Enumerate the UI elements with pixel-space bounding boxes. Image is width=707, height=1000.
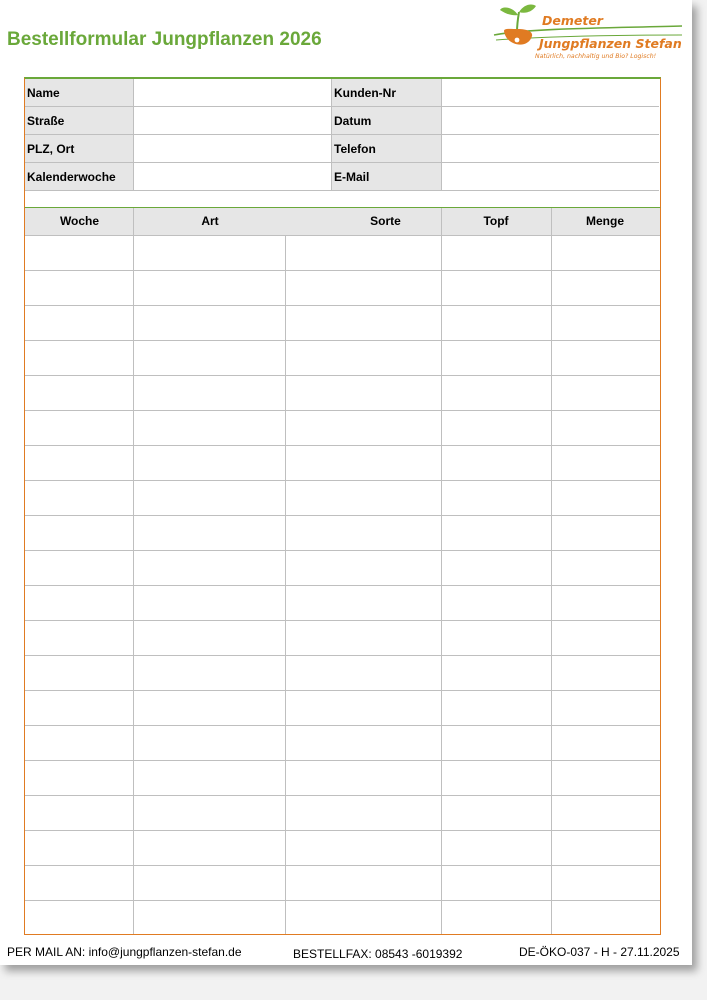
order-row[interactable] bbox=[25, 901, 660, 936]
name-field[interactable] bbox=[134, 79, 332, 107]
order-table-header bbox=[25, 208, 660, 236]
column-header-quantity: Menge bbox=[585, 214, 624, 228]
customer-row bbox=[25, 79, 660, 107]
order-table bbox=[24, 208, 661, 935]
order-row[interactable] bbox=[25, 621, 660, 656]
order-row[interactable] bbox=[25, 271, 660, 306]
order-row[interactable] bbox=[25, 376, 660, 411]
footer-fax: BESTELLFAX: 08543 -6019392 bbox=[293, 947, 463, 961]
street-label: Straße bbox=[25, 107, 134, 135]
column-header-week: Woche bbox=[59, 214, 100, 228]
zip-city-field[interactable] bbox=[134, 135, 332, 163]
order-row[interactable] bbox=[25, 516, 660, 551]
page-title: Bestellformular Jungpflanzen 2026 bbox=[7, 29, 322, 50]
email-label: E-Mail bbox=[332, 163, 442, 191]
email-field[interactable] bbox=[442, 163, 659, 191]
order-row[interactable] bbox=[25, 551, 660, 586]
phone-field[interactable] bbox=[442, 135, 659, 163]
column-header-type: Art bbox=[201, 214, 219, 228]
street-field[interactable] bbox=[134, 107, 332, 135]
customer-row bbox=[25, 107, 660, 135]
order-row[interactable] bbox=[25, 656, 660, 691]
calendar-week-field[interactable] bbox=[134, 163, 332, 191]
order-row[interactable] bbox=[25, 341, 660, 376]
order-row[interactable] bbox=[25, 691, 660, 726]
order-row[interactable] bbox=[25, 586, 660, 621]
order-row[interactable] bbox=[25, 446, 660, 481]
order-row[interactable] bbox=[25, 761, 660, 796]
zip-city-label: PLZ, Ort bbox=[25, 135, 134, 163]
calendar-week-label: Kalenderwoche bbox=[25, 163, 134, 191]
logo-tagline: Natürlich, nachhaltig und Bio? Logisch! bbox=[535, 53, 657, 60]
phone-label: Telefon bbox=[332, 135, 442, 163]
order-row[interactable] bbox=[25, 236, 660, 271]
order-row[interactable] bbox=[25, 306, 660, 341]
order-row[interactable] bbox=[25, 796, 660, 831]
order-row[interactable] bbox=[25, 866, 660, 901]
column-header-pot: Topf bbox=[483, 214, 509, 228]
footer-mail: PER MAIL AN: info@jungpflanzen-stefan.de bbox=[7, 945, 242, 959]
footer-certification: DE-ÖKO-037 - H - 27.11.2025 bbox=[519, 945, 680, 959]
order-row[interactable] bbox=[25, 411, 660, 446]
customer-row bbox=[25, 163, 660, 191]
date-label: Datum bbox=[332, 107, 442, 135]
customer-info-block bbox=[24, 77, 661, 209]
date-field[interactable] bbox=[442, 107, 659, 135]
order-row[interactable] bbox=[25, 726, 660, 761]
column-header-variety: Sorte bbox=[370, 214, 401, 228]
order-row[interactable] bbox=[25, 831, 660, 866]
order-row[interactable] bbox=[25, 481, 660, 516]
logo-brand: Demeter bbox=[542, 13, 603, 28]
customer-no-label: Kunden-Nr bbox=[332, 79, 442, 107]
customer-row bbox=[25, 135, 660, 163]
name-label: Name bbox=[25, 79, 134, 107]
customer-no-field[interactable] bbox=[442, 79, 659, 107]
logo-company-name: Jungpflanzen Stefan bbox=[539, 36, 682, 51]
company-logo bbox=[492, 2, 684, 64]
